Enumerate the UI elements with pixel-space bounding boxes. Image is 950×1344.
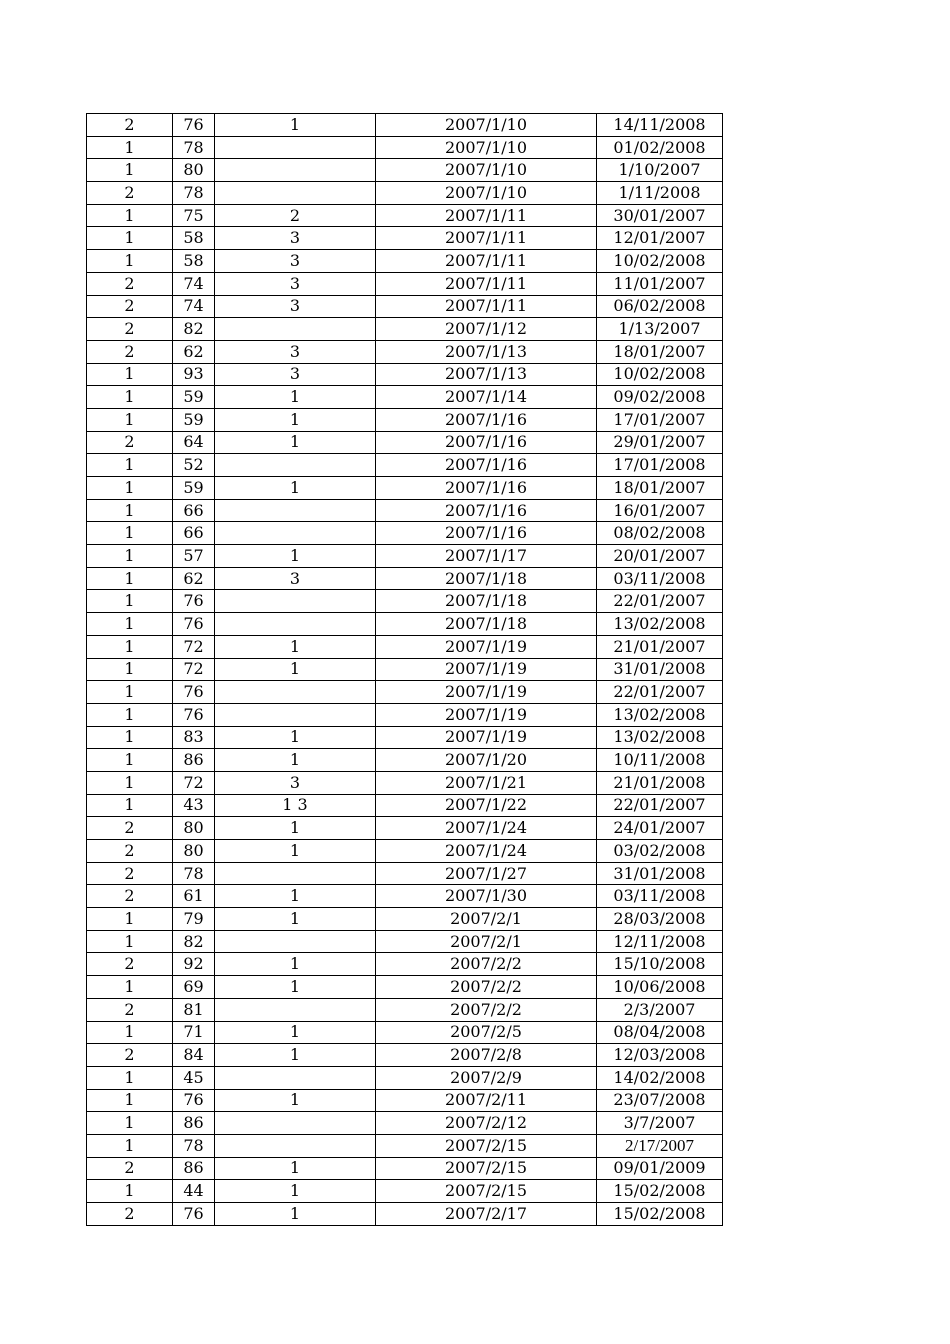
cell-col-1: 1 [87,771,173,794]
cell-col-3: 1 [215,840,376,863]
cell-col-4: 2007/2/1 [376,930,597,953]
table-row [87,431,723,454]
cell-col-3: 1 [215,477,376,500]
cell-col-4: 2007/2/2 [376,953,597,976]
cell-col-2: 71 [173,1021,215,1044]
cell-col-4: 2007/1/16 [376,522,597,545]
cell-col-3: 1 [215,635,376,658]
cell-col-5: 03/11/2008 [597,885,723,908]
cell-col-4: 2007/2/15 [376,1180,597,1203]
cell-col-4: 2007/1/11 [376,204,597,227]
cell-col-5: 01/02/2008 [597,136,723,159]
cell-col-2: 76 [173,590,215,613]
cell-col-3: 1 [215,408,376,431]
cell-col-2: 58 [173,250,215,273]
cell-col-5: 22/01/2007 [597,590,723,613]
table-row [87,613,723,636]
cell-col-4: 2007/1/18 [376,590,597,613]
cell-col-1: 1 [87,159,173,182]
cell-col-4: 2007/1/11 [376,250,597,273]
cell-col-3 [215,136,376,159]
cell-col-4: 2007/1/30 [376,885,597,908]
cell-col-3 [215,613,376,636]
cell-col-5: 31/01/2008 [597,862,723,885]
cell-col-4: 2007/2/2 [376,998,597,1021]
cell-col-3 [215,159,376,182]
cell-col-2: 75 [173,204,215,227]
cell-col-3 [215,703,376,726]
cell-col-1: 1 [87,204,173,227]
cell-col-3: 1 [215,658,376,681]
cell-col-5: 18/01/2007 [597,340,723,363]
cell-col-5: 17/01/2007 [597,408,723,431]
cell-col-3: 1 3 [215,794,376,817]
cell-col-3: 1 [215,976,376,999]
cell-col-5: 13/02/2008 [597,613,723,636]
cell-col-1: 1 [87,590,173,613]
cell-col-4: 2007/1/16 [376,477,597,500]
cell-col-3: 3 [215,567,376,590]
cell-col-3: 1 [215,1180,376,1203]
cell-col-3: 1 [215,908,376,931]
cell-col-2: 80 [173,159,215,182]
cell-col-2: 76 [173,1089,215,1112]
cell-col-1: 2 [87,885,173,908]
cell-col-4: 2007/1/24 [376,840,597,863]
cell-col-2: 92 [173,953,215,976]
cell-col-1: 1 [87,386,173,409]
cell-col-2: 79 [173,908,215,931]
table-row [87,726,723,749]
cell-col-1: 2 [87,318,173,341]
cell-col-3: 3 [215,771,376,794]
table-body [87,114,723,1226]
cell-col-3 [215,590,376,613]
cell-col-5: 15/10/2008 [597,953,723,976]
cell-col-5: 12/03/2008 [597,1044,723,1067]
cell-col-2: 76 [173,1203,215,1226]
cell-col-3: 2 [215,204,376,227]
cell-col-2: 82 [173,930,215,953]
cell-col-2: 44 [173,1180,215,1203]
table-row [87,545,723,568]
cell-col-5: 23/07/2008 [597,1089,723,1112]
cell-col-5: 08/02/2008 [597,522,723,545]
cell-col-1: 1 [87,363,173,386]
cell-col-2: 86 [173,1112,215,1135]
cell-col-1: 1 [87,635,173,658]
cell-col-4: 2007/1/21 [376,771,597,794]
cell-col-4: 2007/1/22 [376,794,597,817]
cell-col-2: 62 [173,340,215,363]
cell-col-1: 2 [87,840,173,863]
cell-col-1: 1 [87,499,173,522]
cell-col-4: 2007/1/10 [376,114,597,137]
cell-col-4: 2007/2/12 [376,1112,597,1135]
table-row [87,908,723,931]
cell-col-5: 03/11/2008 [597,567,723,590]
cell-col-4: 2007/1/10 [376,182,597,205]
cell-col-1: 1 [87,1066,173,1089]
cell-col-5: 1/10/2007 [597,159,723,182]
cell-col-1: 1 [87,703,173,726]
table-row [87,454,723,477]
cell-col-5: 12/01/2007 [597,227,723,250]
table-row [87,182,723,205]
cell-col-5: 03/02/2008 [597,840,723,863]
cell-col-3 [215,862,376,885]
cell-col-5: 15/02/2008 [597,1203,723,1226]
cell-col-3: 3 [215,295,376,318]
cell-col-2: 62 [173,567,215,590]
cell-col-2: 76 [173,613,215,636]
cell-col-4: 2007/1/12 [376,318,597,341]
cell-col-5: 17/01/2008 [597,454,723,477]
table-row [87,1089,723,1112]
cell-col-5: 13/02/2008 [597,703,723,726]
cell-col-5: 22/01/2007 [597,681,723,704]
cell-col-1: 2 [87,272,173,295]
cell-col-2: 93 [173,363,215,386]
cell-col-5: 18/01/2007 [597,477,723,500]
cell-col-1: 1 [87,749,173,772]
cell-col-4: 2007/1/19 [376,703,597,726]
table-row [87,295,723,318]
cell-col-2: 83 [173,726,215,749]
cell-col-4: 2007/1/11 [376,272,597,295]
table-row [87,1203,723,1226]
cell-col-2: 72 [173,658,215,681]
cell-col-3: 3 [215,227,376,250]
cell-col-1: 2 [87,1044,173,1067]
cell-col-3: 1 [215,749,376,772]
cell-col-2: 78 [173,136,215,159]
cell-col-2: 59 [173,386,215,409]
cell-col-3: 1 [215,1157,376,1180]
cell-col-4: 2007/1/11 [376,295,597,318]
cell-col-5: 10/02/2008 [597,250,723,273]
cell-col-3 [215,522,376,545]
cell-col-3 [215,1066,376,1089]
cell-col-2: 69 [173,976,215,999]
cell-col-1: 1 [87,613,173,636]
cell-col-4: 2007/1/19 [376,658,597,681]
cell-col-2: 43 [173,794,215,817]
cell-col-3: 3 [215,250,376,273]
cell-col-5: 09/01/2009 [597,1157,723,1180]
table-row [87,1112,723,1135]
cell-col-2: 52 [173,454,215,477]
table-row [87,590,723,613]
cell-col-4: 2007/1/16 [376,499,597,522]
cell-col-4: 2007/1/19 [376,635,597,658]
cell-col-4: 2007/1/16 [376,454,597,477]
cell-col-1: 2 [87,953,173,976]
table-row [87,499,723,522]
cell-col-5: 30/01/2007 [597,204,723,227]
table-row [87,340,723,363]
cell-col-5: 31/01/2008 [597,658,723,681]
cell-col-3 [215,1112,376,1135]
cell-col-1: 1 [87,545,173,568]
cell-col-2: 45 [173,1066,215,1089]
table-row [87,318,723,341]
table-row [87,1066,723,1089]
cell-col-2: 61 [173,885,215,908]
cell-col-4: 2007/1/17 [376,545,597,568]
cell-col-2: 58 [173,227,215,250]
table-row [87,840,723,863]
table-row [87,567,723,590]
cell-col-4: 2007/2/11 [376,1089,597,1112]
cell-col-3: 1 [215,726,376,749]
cell-col-3: 3 [215,340,376,363]
cell-col-2: 72 [173,635,215,658]
cell-col-3: 1 [215,386,376,409]
cell-col-5: 28/03/2008 [597,908,723,931]
cell-col-5: 24/01/2007 [597,817,723,840]
table-row [87,159,723,182]
cell-col-4: 2007/1/20 [376,749,597,772]
cell-col-5: 14/11/2008 [597,114,723,137]
cell-col-3 [215,930,376,953]
cell-col-1: 1 [87,136,173,159]
table-row [87,477,723,500]
cell-col-1: 1 [87,681,173,704]
cell-col-4: 2007/1/19 [376,681,597,704]
cell-col-2: 86 [173,749,215,772]
cell-col-1: 2 [87,998,173,1021]
cell-col-2: 74 [173,272,215,295]
table-row [87,794,723,817]
cell-col-1: 2 [87,1203,173,1226]
cell-col-1: 1 [87,1112,173,1135]
cell-col-1: 1 [87,477,173,500]
cell-col-5: 2/3/2007 [597,998,723,1021]
cell-col-3: 1 [215,1021,376,1044]
cell-col-1: 1 [87,794,173,817]
cell-col-3 [215,454,376,477]
cell-col-5: 1/11/2008 [597,182,723,205]
cell-col-1: 1 [87,908,173,931]
cell-col-4: 2007/2/5 [376,1021,597,1044]
cell-col-1: 2 [87,182,173,205]
cell-col-2: 59 [173,408,215,431]
table-row [87,1021,723,1044]
cell-col-1: 2 [87,340,173,363]
table-row [87,1044,723,1067]
table-row [87,250,723,273]
cell-col-5: 06/02/2008 [597,295,723,318]
table-row [87,272,723,295]
cell-col-3 [215,182,376,205]
cell-col-2: 57 [173,545,215,568]
cell-col-3 [215,499,376,522]
cell-col-2: 66 [173,499,215,522]
cell-col-5: 22/01/2007 [597,794,723,817]
cell-col-4: 2007/1/19 [376,726,597,749]
table-row [87,114,723,137]
cell-col-5: 1/13/2007 [597,318,723,341]
cell-col-2: 78 [173,1134,215,1157]
cell-col-1: 1 [87,454,173,477]
cell-col-5: 14/02/2008 [597,1066,723,1089]
cell-col-3: 1 [215,431,376,454]
cell-col-4: 2007/1/18 [376,613,597,636]
cell-col-2: 80 [173,840,215,863]
cell-col-1: 1 [87,227,173,250]
table-row [87,1157,723,1180]
cell-col-4: 2007/1/10 [376,159,597,182]
cell-col-4: 2007/2/1 [376,908,597,931]
table-row [87,408,723,431]
cell-col-3: 3 [215,363,376,386]
cell-col-2: 64 [173,431,215,454]
cell-col-2: 78 [173,862,215,885]
cell-col-1: 1 [87,567,173,590]
cell-col-4: 2007/2/9 [376,1066,597,1089]
cell-col-1: 1 [87,1021,173,1044]
cell-col-1: 2 [87,862,173,885]
cell-col-4: 2007/2/2 [376,976,597,999]
cell-col-2: 66 [173,522,215,545]
table-row [87,930,723,953]
cell-col-1: 1 [87,408,173,431]
table-row [87,386,723,409]
cell-col-1: 1 [87,1134,173,1157]
cell-col-1: 2 [87,817,173,840]
table-row [87,658,723,681]
table-row [87,817,723,840]
cell-col-3: 1 [215,1089,376,1112]
table-row [87,363,723,386]
table-row [87,771,723,794]
cell-col-1: 1 [87,930,173,953]
cell-col-4: 2007/1/27 [376,862,597,885]
cell-col-4: 2007/1/11 [376,227,597,250]
table-row [87,1134,723,1157]
table-row [87,227,723,250]
table-row [87,953,723,976]
cell-col-1: 1 [87,726,173,749]
cell-col-4: 2007/1/13 [376,340,597,363]
cell-col-2: 76 [173,114,215,137]
cell-col-3 [215,1134,376,1157]
cell-col-2: 76 [173,703,215,726]
table-row [87,703,723,726]
cell-col-3: 3 [215,272,376,295]
cell-col-3: 1 [215,1203,376,1226]
cell-col-5: 13/02/2008 [597,726,723,749]
cell-col-2: 74 [173,295,215,318]
cell-col-5: 10/02/2008 [597,363,723,386]
cell-col-1: 1 [87,1180,173,1203]
cell-col-1: 2 [87,1157,173,1180]
cell-col-2: 80 [173,817,215,840]
cell-col-3: 1 [215,114,376,137]
cell-col-5: 29/01/2007 [597,431,723,454]
cell-col-4: 2007/2/17 [376,1203,597,1226]
cell-col-5: 08/04/2008 [597,1021,723,1044]
cell-col-2: 78 [173,182,215,205]
cell-col-2: 72 [173,771,215,794]
cell-col-4: 2007/2/15 [376,1134,597,1157]
cell-col-3 [215,998,376,1021]
cell-col-1: 1 [87,1089,173,1112]
cell-col-2: 59 [173,477,215,500]
cell-col-3: 1 [215,1044,376,1067]
cell-col-3 [215,318,376,341]
cell-col-5: 16/01/2007 [597,499,723,522]
table-row [87,681,723,704]
cell-col-5: 21/01/2007 [597,635,723,658]
cell-col-2: 84 [173,1044,215,1067]
cell-col-1: 1 [87,976,173,999]
cell-col-4: 2007/1/18 [376,567,597,590]
cell-col-5: 15/02/2008 [597,1180,723,1203]
table-row [87,136,723,159]
cell-col-2: 81 [173,998,215,1021]
cell-col-1: 1 [87,250,173,273]
cell-col-2: 76 [173,681,215,704]
cell-col-1: 2 [87,114,173,137]
cell-col-5: 10/06/2008 [597,976,723,999]
cell-col-3 [215,681,376,704]
cell-col-5: 11/01/2007 [597,272,723,295]
table-row [87,522,723,545]
cell-col-3: 1 [215,885,376,908]
cell-col-4: 2007/1/14 [376,386,597,409]
cell-col-1: 1 [87,522,173,545]
table-row [87,635,723,658]
cell-col-3: 1 [215,953,376,976]
table-row [87,862,723,885]
cell-col-5: 3/7/2007 [597,1112,723,1135]
cell-col-4: 2007/1/16 [376,431,597,454]
cell-col-4: 2007/1/10 [376,136,597,159]
cell-col-1: 2 [87,431,173,454]
cell-col-5: 21/01/2008 [597,771,723,794]
table-row [87,749,723,772]
table-row [87,976,723,999]
cell-col-5: 12/11/2008 [597,930,723,953]
cell-col-3: 1 [215,817,376,840]
table-row [87,998,723,1021]
cell-col-1: 2 [87,295,173,318]
cell-col-2: 82 [173,318,215,341]
cell-col-4: 2007/1/13 [376,363,597,386]
table-row [87,204,723,227]
cell-col-4: 2007/2/8 [376,1044,597,1067]
cell-col-4: 2007/1/24 [376,817,597,840]
cell-col-5: 20/01/2007 [597,545,723,568]
cell-col-1: 1 [87,658,173,681]
cell-col-3: 1 [215,545,376,568]
table-row [87,1180,723,1203]
cell-col-5: 09/02/2008 [597,386,723,409]
cell-col-5: 2/17/2007 [597,1134,723,1157]
cell-col-2: 86 [173,1157,215,1180]
cell-col-4: 2007/1/16 [376,408,597,431]
cell-col-4: 2007/2/15 [376,1157,597,1180]
data-table [86,113,723,1226]
table-row [87,885,723,908]
cell-col-5: 10/11/2008 [597,749,723,772]
